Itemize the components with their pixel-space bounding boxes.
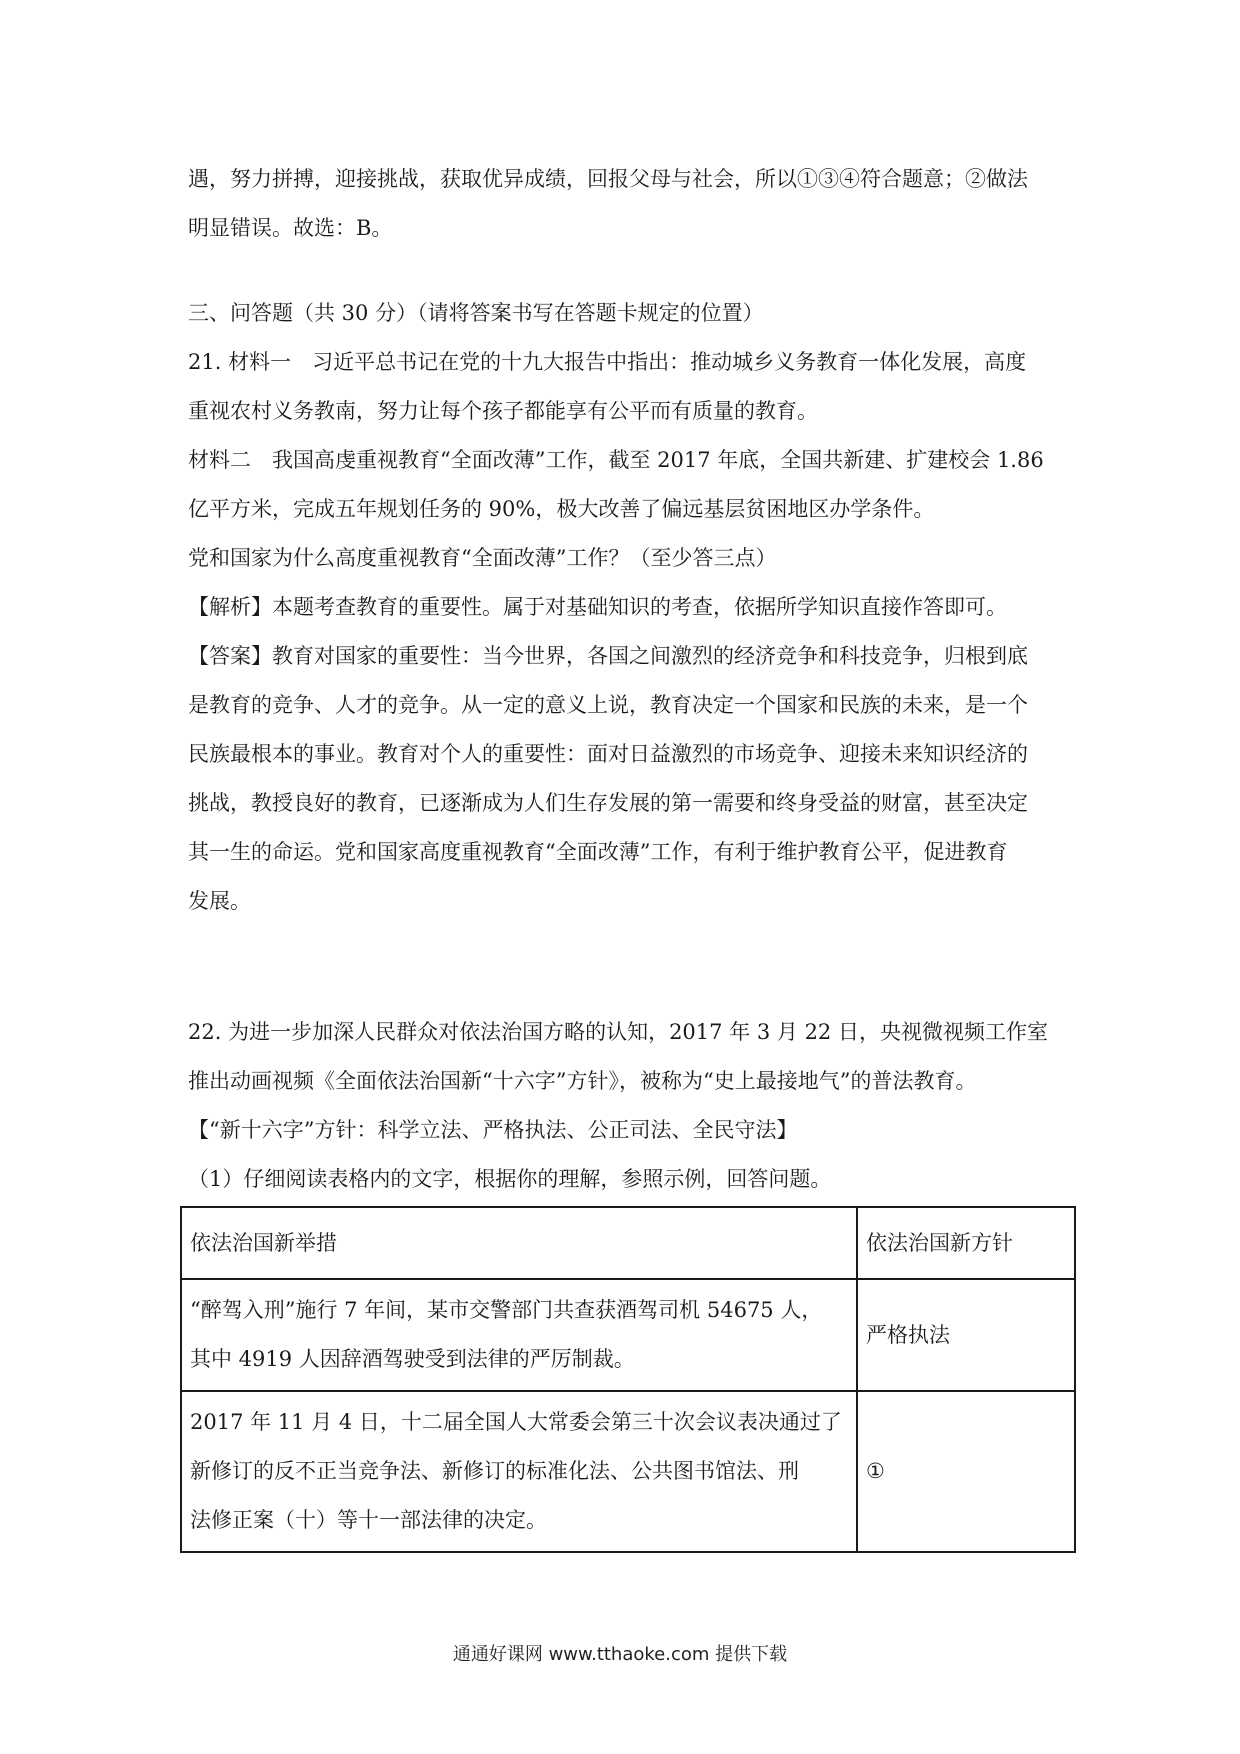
table-cell-measure (181, 1391, 857, 1552)
spacer (188, 926, 1068, 1008)
cell-line: “醉驾入刑”施行 7 年间，某市交警部门共查获酒驾司机 54675 人， (190, 1298, 823, 1322)
cell-line: 法修正案（十）等十一部法律的决定。 (190, 1508, 547, 1532)
section-title: 三、问答题（共 30 分）（请将答案书写在答题卡规定的位置） (188, 301, 764, 325)
q21-material2-line-1: 材料二 我国高虔重视教育“全面改薄”工作，截至 2017 年底，全国共新建、扩建校会 1.86 (188, 448, 1044, 472)
table-cell-measure (181, 1279, 857, 1391)
page-footer: 通通好课网 www.tthaoke.com 提供下载 (452, 1644, 788, 1665)
table-header-policy: 依法治国新方针 (857, 1207, 1075, 1279)
cell-line: 其中 4919 人因辞酒驾驶受到法律的严厉制裁。 (190, 1347, 635, 1371)
q21-answer-line: 民族最根本的事业。教育对个人的重要性：面对日益激烈的市场竞争、迎接未来知识经济的 (188, 742, 1028, 766)
measures-table (180, 1206, 1076, 1553)
table-row (181, 1279, 1075, 1391)
prev-answer-line-1: 遇，努力拼搏，迎接挑战，获取优异成绩，回报父母与社会，所以①③④符合题意；②做法 (188, 167, 1028, 191)
q21-material1-line-2: 重视农村义务教南，努力让每个孩子都能享有公平而有质量的教育。 (188, 399, 818, 423)
page-content (188, 155, 1068, 1553)
cell-line: 新修订的反不正当竞争法、新修订的标准化法、公共图书馆法、刑 (190, 1459, 799, 1483)
table-cell-policy-blank: ① (857, 1391, 1075, 1552)
spacer (188, 253, 1068, 289)
q21-material1-line-1: 21. 材料一 习近平总书记在党的十九大报告中指出：推动城乡义务教育一体化发展，高度 (188, 350, 1027, 374)
q21-answer-line: 发展。 (188, 889, 251, 913)
prev-answer-line-2: 明显错误。故选：B。 (188, 216, 393, 240)
q21-answer-line: 【答案】教育对国家的重要性：当今世界，各国之间激烈的经济竞争和科技竞争，归根到底 (188, 644, 1028, 668)
table-header-row (181, 1207, 1075, 1279)
q21-answer-line: 是教育的竞争、人才的竞争。从一定的意义上说，教育决定一个国家和民族的未来，是一个 (188, 693, 1028, 717)
q21-question: 党和国家为什么高度重视教育“全面改薄”工作？（至少答三点） (188, 546, 777, 570)
q21-answer-line: 其一生的命运。党和国家高度重视教育“全面改薄”工作，有利于维护教育公平，促进教育 (188, 840, 1008, 864)
q21-answer-line: 挑战，教授良好的教育，已逐渐成为人们生存发展的第一需要和终身受益的财富，甚至决定 (188, 791, 1028, 815)
q21-analysis: 【解析】本题考查教育的重要性。属于对基础知识的考查，依据所学知识直接作答即可。 (188, 595, 1007, 619)
cell-line: 2017 年 11 月 4 日，十二届全国人大常委会第三十次会议表决通过了 (190, 1410, 842, 1434)
table-header-measure: 依法治国新举措 (181, 1207, 857, 1279)
q22-sub-question-1: （1）仔细阅读表格内的文字，根据你的理解，参照示例，回答问题。 (188, 1167, 832, 1191)
table-cell-policy: 严格执法 (857, 1279, 1075, 1391)
q22-intro-line-1: 22. 为进一步加深人民群众对依法治国方略的认知，2017 年 3 月 22 日，央视微视频工作室 (188, 1020, 1048, 1044)
q21-material2-line-2: 亿平方米，完成五年规划任务的 90%，极大改善了偏远基层贫困地区办学条件。 (188, 497, 935, 521)
table-row (181, 1391, 1075, 1552)
q22-policy-line: 【“新十六字”方针：科学立法、严格执法、公正司法、全民守法】 (188, 1118, 798, 1142)
q22-intro-line-2: 推出动画视频《全面依法治国新“十六字”方针》，被称为“史上最接地气”的普法教育。 (188, 1069, 977, 1093)
